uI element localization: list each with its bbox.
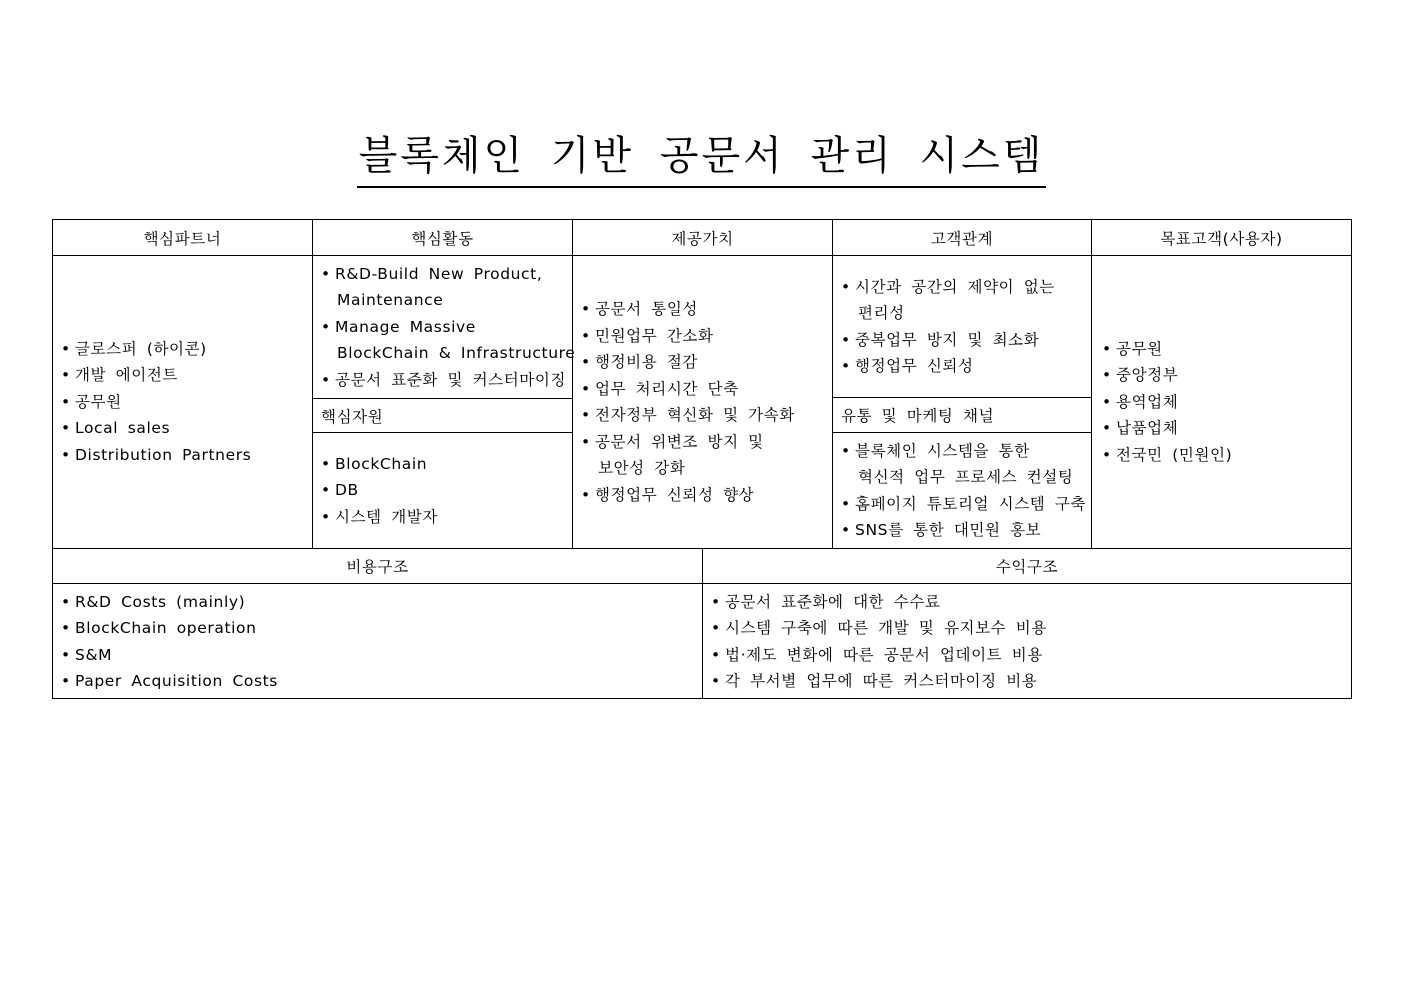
cost-structure-list [61,589,698,695]
list-item: BlockChain & Infrastructure [337,344,576,363]
list-item: • 각 부서별 업무에 따른 커스터마이징 비용 [711,668,1347,695]
cost-structure-header: 비용구조 [346,558,409,576]
value-propositions-header: 제공가치 [671,229,734,248]
channels-header: 유통 및 마케팅 채널 [841,407,995,425]
list-item: • 전자정부 혁신화 및 가속화 [581,402,828,429]
customer-relationships-cell [833,256,1091,397]
list-item: • 공문서 표준화에 대한 수수료 [711,589,1347,616]
list-item: • SNS를 통한 대민원 홍보 [841,517,1087,544]
value-propositions-list [581,296,828,508]
key-partners-cell [53,256,312,548]
key-partners-header: 핵심파트너 [143,229,222,248]
key-resources-list [321,451,568,531]
customer-segments-list [1102,336,1347,469]
key-activities-list [321,261,576,394]
revenue-streams-header: 수익구조 [995,558,1059,576]
list-item: • 용역업체 [1102,389,1347,416]
key-activities-header: 핵심활동 [411,229,474,248]
list-item: • 행정업무 신뢰성 [841,353,1087,380]
list-item: 혁신적 업무 프로세스 컨설팅 [858,468,1074,486]
list-item: • 글로스퍼 (하이콘) [61,336,308,363]
list-item: Maintenance [337,291,444,310]
list-item: • 행정업무 신뢰성 향상 [581,482,828,509]
list-item: • 민원업무 간소화 [581,323,828,350]
list-item: 보안성 강화 [598,459,686,477]
list-item: • 개발 에이전트 [61,362,308,389]
list-item: • 공무원 [61,389,308,416]
list-item: • Local sales [61,415,308,442]
list-item: • R&D-Build New Product, [321,261,568,288]
cost-structure-cell [53,584,702,699]
revenue-streams-cell [703,584,1351,699]
list-item: • BlockChain [321,451,568,478]
list-item: • 공문서 표준화 및 커스터마이징 [321,367,568,394]
business-model-canvas [52,219,1352,699]
list-item: • Manage Massive [321,314,568,341]
list-item: • Distribution Partners [61,442,308,469]
list-item: • BlockChain operation [61,615,698,642]
key-resources-header: 핵심자원 [321,407,384,426]
list-item: • 중앙정부 [1102,362,1347,389]
document-title: 블록체인 기반 공문서 관리 시스템 [357,130,1047,188]
customer-relationships-header: 고객관계 [930,229,994,248]
list-item: • 공무원 [1102,336,1347,363]
list-item: • 시스템 개발자 [321,504,568,531]
channels-cell [833,433,1091,548]
list-item: • 시간과 공간의 제약이 없는 [841,274,1087,301]
list-item: • 행정비용 절감 [581,349,828,376]
list-item: • 중복업무 방지 및 최소화 [841,327,1087,354]
customer-segments-cell [1092,256,1351,548]
channels-list [841,438,1087,544]
list-item: • 시스템 구축에 따른 개발 및 유지보수 비용 [711,615,1347,642]
list-item: • 납품업체 [1102,415,1347,442]
list-item: • 법·제도 변화에 따른 공문서 업데이트 비용 [711,642,1347,669]
customer-segments-header: 목표고객(사용자) [1160,229,1283,248]
document-title-wrap [0,130,1403,188]
list-item: • DB [321,477,568,504]
list-item: • 전국민 (민원인) [1102,442,1347,469]
list-item: • 블록체인 시스템을 통한 [841,438,1087,465]
list-item: • 업무 처리시간 단축 [581,376,828,403]
customer-relationships-list [841,274,1087,380]
list-item: • R&D Costs (mainly) [61,589,698,616]
list-item: • Paper Acquisition Costs [61,668,698,695]
value-propositions-cell [573,256,832,548]
revenue-streams-list [711,589,1347,695]
list-item: • S&M [61,642,698,669]
key-activities-cell [313,256,576,398]
list-item: • 공문서 위변조 방지 및 [581,429,828,456]
list-item: • 공문서 통일성 [581,296,828,323]
key-partners-list [61,336,308,469]
list-item: 편리성 [858,304,905,322]
key-resources-cell [313,433,572,548]
list-item: • 홈페이지 튜토리얼 시스템 구축 [841,491,1087,518]
